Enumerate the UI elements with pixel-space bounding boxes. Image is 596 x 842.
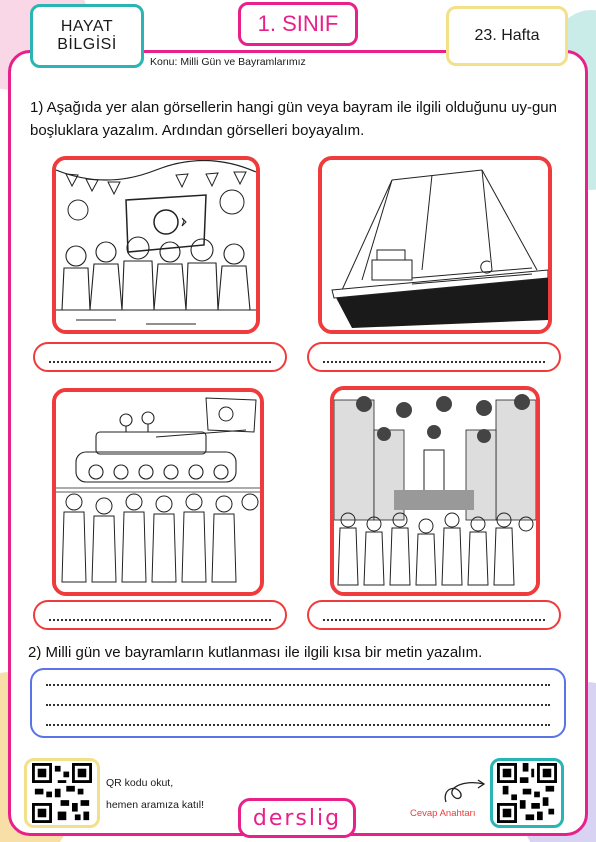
subject-line2: BİLGİSİ — [57, 36, 117, 53]
answer-field-2[interactable] — [307, 342, 561, 372]
qr-caption — [106, 772, 204, 816]
writing-line — [46, 684, 550, 686]
city-parade-flags-image — [330, 386, 540, 596]
qr-code-icon — [497, 763, 557, 823]
curved-arrow-icon — [438, 776, 488, 806]
qr-code-icon — [32, 763, 92, 823]
topic-label: Konu: Milli Gün ve Bayramlarımız — [150, 56, 306, 68]
grade-badge: 1. SINIF — [238, 2, 358, 46]
subject-badge — [30, 4, 144, 68]
answer-field-1[interactable] — [33, 342, 287, 372]
week-badge: 23. Hafta — [446, 6, 568, 66]
qr-caption-line2: hemen aramıza katıl! — [106, 799, 205, 811]
question-2-text: 2) Milli gün ve bayramların kutlanması ile ilgili kısa bir metin yazalım. — [28, 644, 483, 661]
children-celebration-flags-image — [52, 156, 260, 334]
answer-key-qr-code[interactable] — [490, 758, 564, 828]
tank-crowd-protest-image — [52, 388, 264, 596]
answer-key-label: Cevap Anahtarı — [410, 808, 476, 819]
writing-line — [46, 724, 550, 726]
question-1-text: 1) Aşağıda yer alan görsellerin hangi gün veya bayram ile ilgili olduğunu uy-gun boşluklara yazalım. Ardından görselleri boyayalım. — [30, 99, 557, 139]
answer-field-3[interactable] — [33, 600, 287, 630]
qr-caption-line1: QR kodu okut, — [106, 777, 174, 789]
brand-logo[interactable]: derslig — [238, 798, 356, 838]
subject-line1: HAYAT — [60, 18, 114, 35]
bandirma-ship-image — [318, 156, 552, 334]
writing-area[interactable] — [30, 668, 566, 738]
answer-field-4[interactable] — [307, 600, 561, 630]
writing-line — [46, 704, 550, 706]
join-qr-code[interactable] — [24, 758, 100, 828]
